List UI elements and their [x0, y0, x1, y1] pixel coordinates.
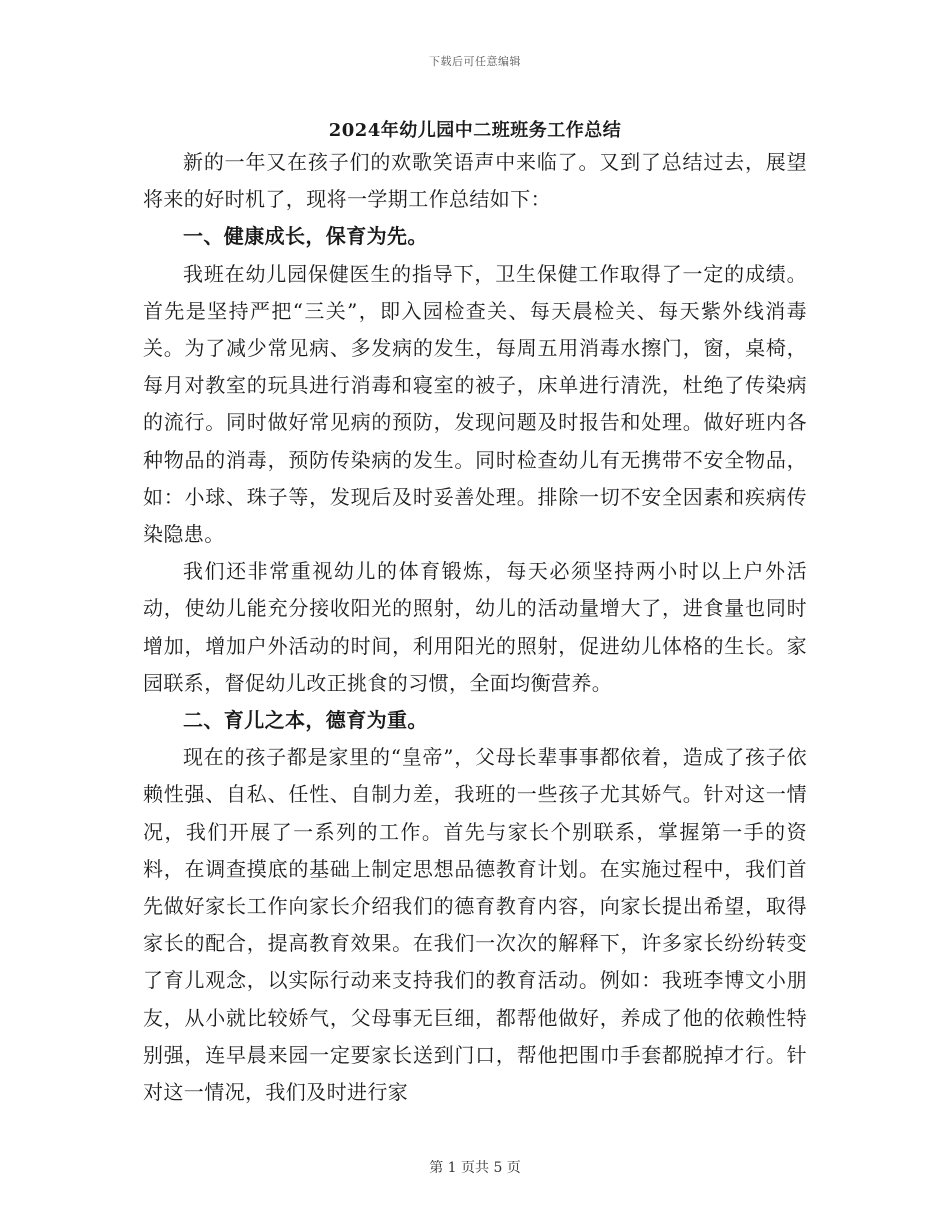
document-title: 2024年幼儿园中二班班务工作总结 [328, 120, 622, 141]
paragraph-hygiene: 我班在幼儿园保健医生的指导下，卫生保健工作取得了一定的成绩。首先是坚持严把“三关”，即入园检查关、每天晨检关、每天紫外线消毒关。为了减少常见病、多发病的发生，每周五用消毒水擦门，窗，桌椅，每月对教室的玩具进行消毒和寝室的被子，床单进行清洗，杜绝了传染病的流行。同时做好常见病的预防，发现问题及时报告和处理。做好班内各种物品的消毒，预防传染病的发生。同时检查幼儿有无携带不安全物品，如：小球、珠子等，发现后及时妥善处理。排除一切不安全因素和疾病传染隐患。 [143, 261, 807, 547]
document-body [143, 144, 807, 1111]
section-heading-health: 一、健康成长，保育为先。 [183, 224, 428, 249]
section-heading-moral: 二、育儿之本，德育为重。 [183, 708, 428, 733]
paragraph-intro: 新的一年又在孩子们的欢歌笑语声中来临了。又到了总结过去，展望将来的好时机了，现将一学期工作总结如下： [143, 150, 807, 212]
paragraph-moral-education: 现在的孩子都是家里的“皇帝”，父母长辈事事都依着，造成了孩子依赖性强、自私、任性、自制力差，我班的一些孩子尤其娇气。针对这一情况，我们开展了一系列的工作。首先与家长个别联系，掌握第一手的资料，在调查摸底的基础上制定思想品德教育计划。在实施过程中，我们首先做好家长工作向家长介绍我们的德育教育内容，向家长提出希望，取得家长的配合，提高教育效果。在我们一次次的解释下，许多家长纷纷转变了育儿观念，以实际行动来支持我们的教育活动。例如：我班李博文小朋友，从小就比较娇气，父母事无巨细，都帮他做好，养成了他的依赖性特别强，连早晨来园一定要家长送到门口，帮他把围巾手套都脱掉才行。针对这一情况，我们及时进行家 [143, 745, 807, 1105]
page-number: 第 1 页共 5 页 [429, 1160, 521, 1176]
paragraph-exercise: 我们还非常重视幼儿的体育锻炼，每天必须坚持两小时以上户外活动，使幼儿能充分接收阳光的照射，幼儿的活动量增大了，进食量也同时增加，增加户外活动的时间，利用阳光的照射，促进幼儿体格的生长。家园联系，督促幼儿改正挑食的习惯，全面均衡营养。 [143, 559, 807, 695]
header-note: 下载后可任意编辑 [429, 55, 521, 68]
